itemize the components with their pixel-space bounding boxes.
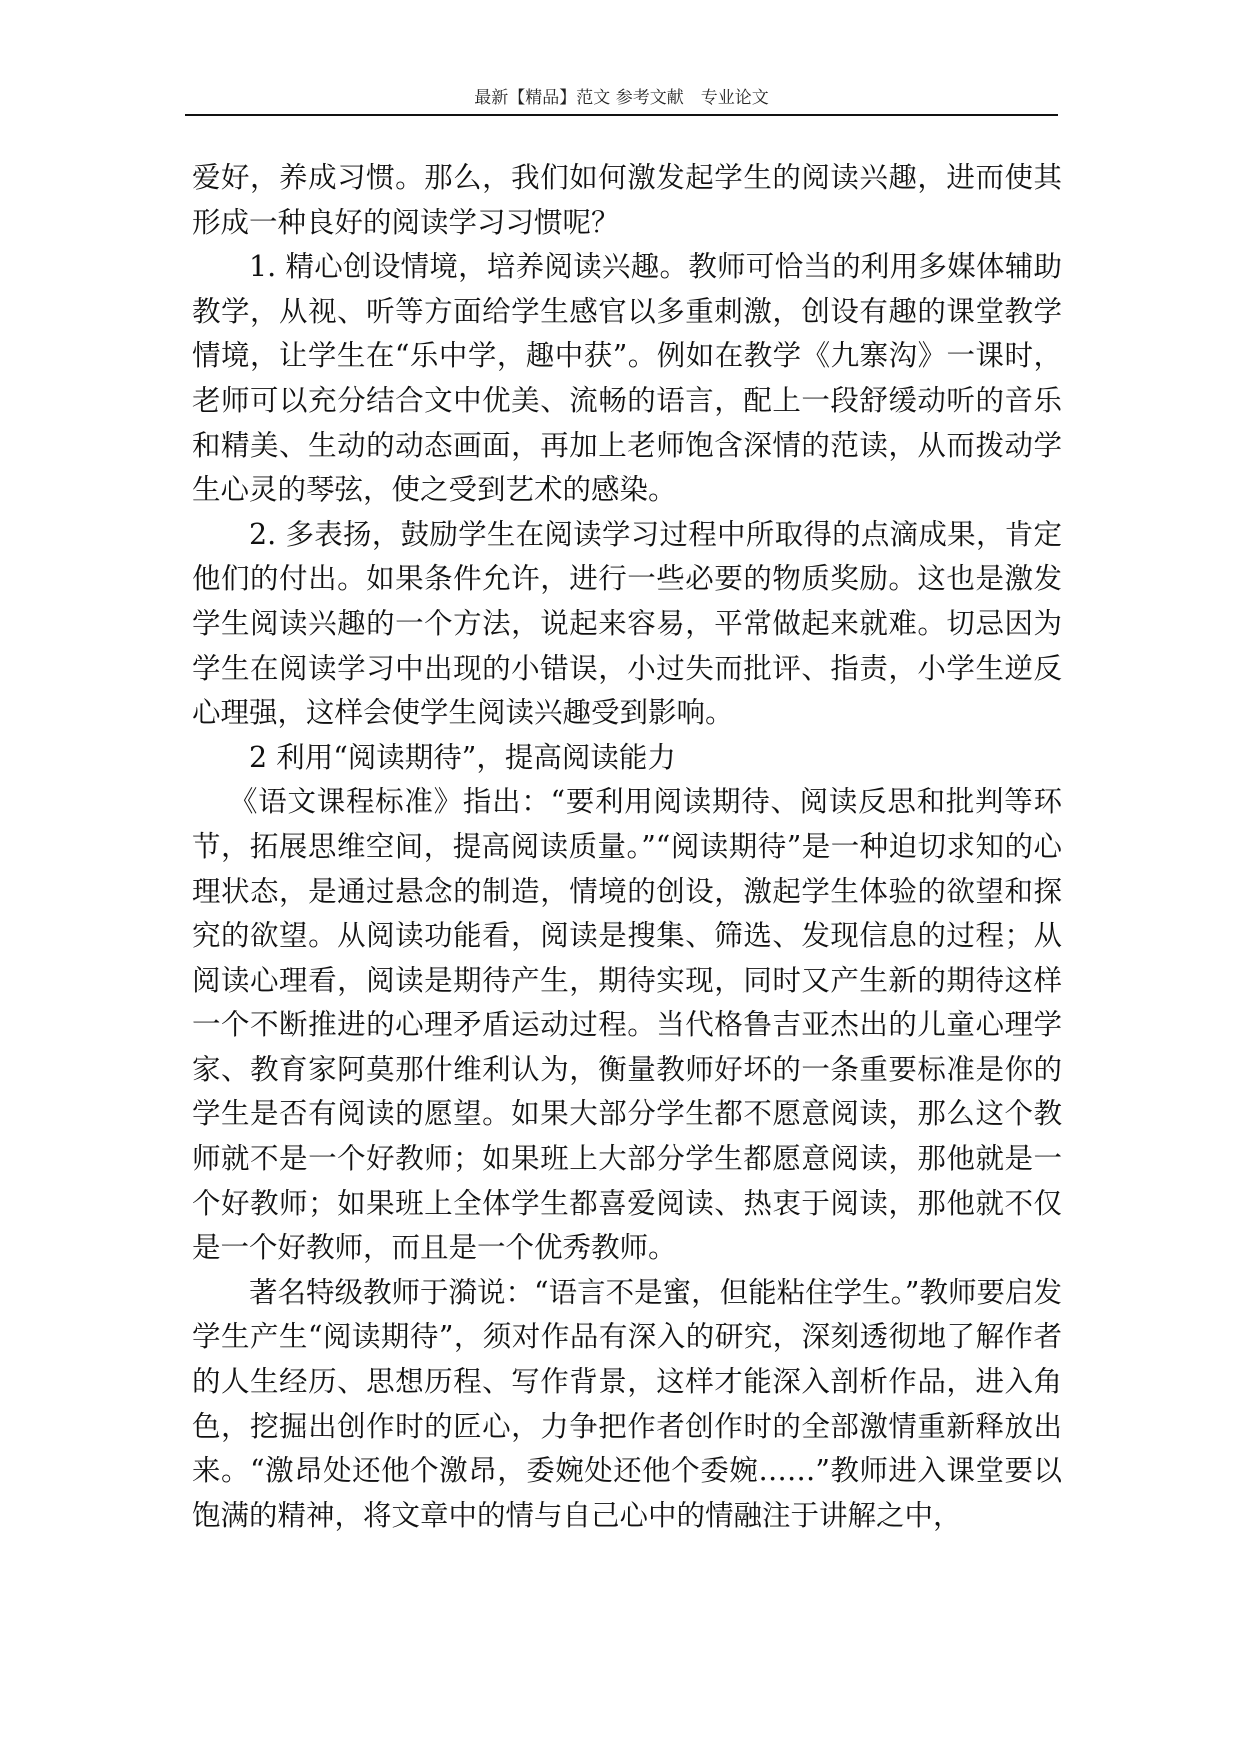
paragraph-point-2: 2. 多表扬，鼓励学生在阅读学习过程中所取得的点滴成果，肯定他们的付出。如果条件允许，进行一些必要的物质奖励。这也是激发学生阅读兴趣的一个方法，说起来容易，平常做起来就难。切忌因为学生在阅读学习中出现的小错误，小过失而批评、指责，小学生逆反心理强，这样会使学生阅读兴趣受到影响。	[192, 517, 1062, 730]
paragraph-continuation: 爱好，养成习惯。那么，我们如何激发起学生的阅读兴趣，进而使其形成一种良好的阅读学习习惯呢？	[192, 161, 1062, 239]
section-heading-2: 2 利用“阅读期待”，提高阅读能力	[249, 740, 676, 774]
page-header: 最新【精品】范文 参考文献 专业论文	[474, 88, 769, 108]
paragraph-point-1: 1. 精心创设情境，培养阅读兴趣。教师可恰当的利用多媒体辅助教学，从视、听等方面给学生感官以多重刺激，创设有趣的课堂教学情境，让学生在“乐中学，趣中获”。例如在教学《九寨沟》一课时，老师可以充分结合文中优美、流畅的语言，配上一段舒缓动听的音乐和精美、生动的动态画面，再加上老师饱含深情的范读，从而拨动学生心灵的琴弦，使之受到艺术的感染。	[192, 250, 1062, 507]
paragraph-curriculum-standard: 《语文课程标准》指出：“要利用阅读期待、阅读反思和批判等环节，拓展思维空间，提高阅读质量。”“阅读期待”是一种迫切求知的心理状态，是通过悬念的制造，情境的创设，激起学生体验的欲望和探究的欲望。从阅读功能看，阅读是搜集、筛选、发现信息的过程；从阅读心理看，阅读是期待产生，期待实现，同时又产生新的期待这样一个不断推进的心理矛盾运动过程。当代格鲁吉亚杰出的儿童心理学家、教育家阿莫那什维利认为，衡量教师好坏的一条重要标准是你的学生是否有阅读的愿望。如果大部分学生都不愿意阅读，那么这个教师就不是一个好教师；如果班上大部分学生都愿意阅读，那他就是一个好教师；如果班上全体学生都喜爱阅读、热衷于阅读，那他就不仅是一个好教师，而且是一个优秀教师。	[192, 785, 1062, 1265]
paragraph-yu-yi-quote: 著名特级教师于漪说：“语言不是蜜，但能粘住学生。”教师要启发学生产生“阅读期待”，须对作品有深入的研究，深刻透彻地了解作者的人生经历、思想历程、写作背景，这样才能深入剖析作品，进入角色，挖掘出创作时的匠心，力争把作者创作时的全部激情重新释放出来。“激昂处还他个激昂，委婉处还他个委婉……”教师进入课堂要以饱满的精神，将文章中的情与自己心中的情融注于讲解之中，	[192, 1275, 1062, 1532]
header-divider	[185, 114, 1058, 116]
document-body	[192, 156, 1062, 1538]
